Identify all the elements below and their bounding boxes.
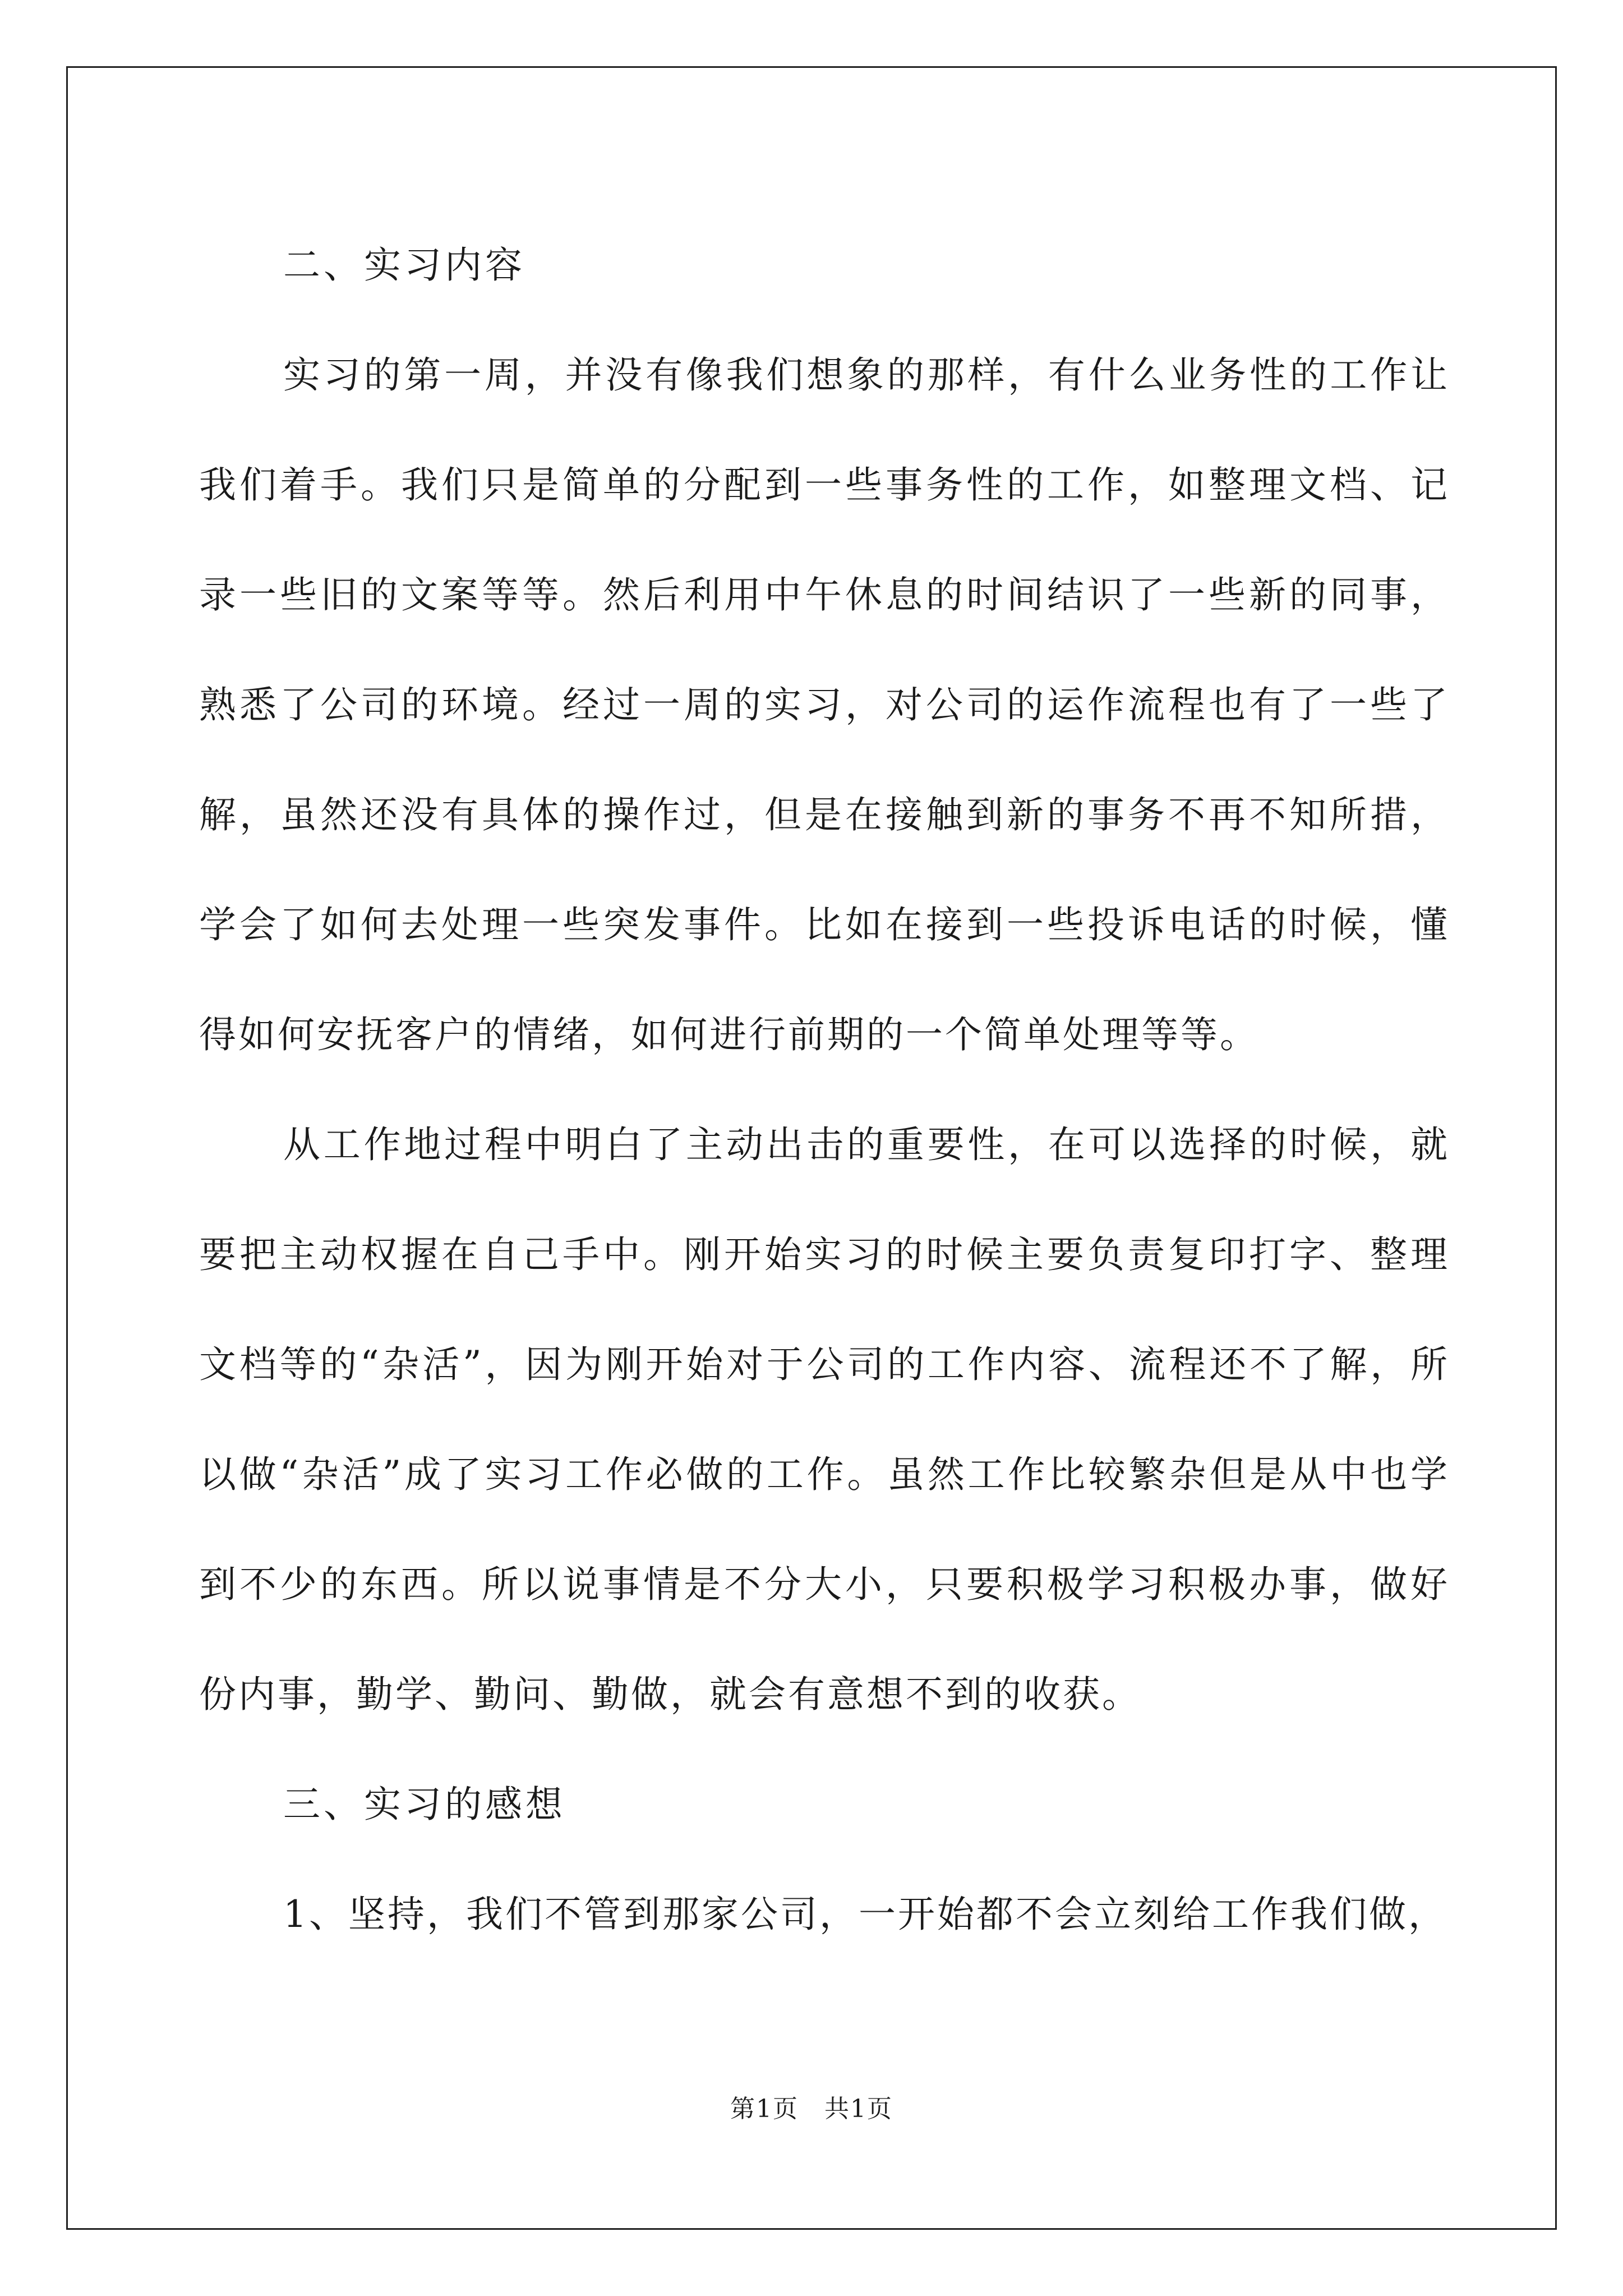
paragraph-persistence: 1、坚持，我们不管到那家公司，一开始都不会立刻给工作我们做， (283, 1893, 1447, 1936)
paragraph-initiative: 从工作地过程中明白了主动出击的重要性，在可以选择的时候，就要把主动权握在自己手中。刚开始实习的时候主要负责复印打字、整理文档等的“杂活”，因为刚开始对于公司的工作内容、流程还不了解，所以做“杂活”成了实习工作必做的工作。虽然工作比较繁杂但是从中也学到不少的东西。所以说事情是不分大小，只要积极学习积极办事，做好份内事，勤学、勤问、勤做，就会有意想不到的收获。 (199, 1123, 1450, 1716)
paragraph-first-week: 实习的第一周，并没有像我们想象的那样，有什么业务性的工作让我们着手。我们只是简单的分配到一些事务性的工作，如整理文档、记录一些旧的文案等等。然后利用中午休息的时间结识了一些新的同事，熟悉了公司的环境。经过一周的实习，对公司的运作流程也有了一些了解，虽然还没有具体的操作过，但是在接触到新的事务不再不知所措，学会了如何去处理一些突发事件。比如在接到一些投诉电话的时候，懂得如何安抚客户的情绪，如何进行前期的一个简单处理等等。 (199, 353, 1450, 1056)
section-heading-reflections: 三、实习的感想 (283, 1783, 566, 1826)
document-body (199, 210, 1450, 1970)
page-footer: 第1页 共1页 (730, 2095, 893, 2123)
section-heading-internship-content: 二、实习内容 (283, 243, 525, 287)
